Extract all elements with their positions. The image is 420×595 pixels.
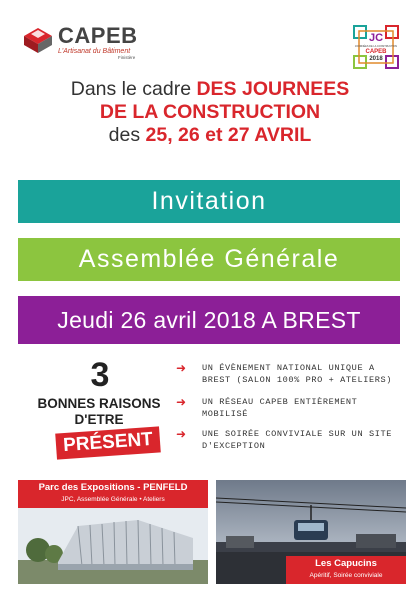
reason-item	[178, 428, 408, 452]
reasons-number: 3	[90, 356, 110, 394]
jc-brand: CAPEB	[365, 49, 387, 55]
intro-heading	[0, 78, 420, 147]
present-stamp: PRÉSENT	[55, 426, 161, 459]
arrow-right-icon: ➜	[176, 361, 187, 375]
jc-year: 2018	[369, 56, 383, 62]
capeb-logo-icon	[22, 24, 56, 54]
venue-right-title: Les Capucins	[315, 558, 377, 569]
assemblee-band: Assemblée Générale	[18, 238, 400, 281]
intro-line1-highlight: DES JOURNEES	[196, 78, 350, 100]
venue-left-subtitle: JPC, Assemblée Générale • Ateliers	[61, 496, 165, 503]
logo-region: Finistère	[118, 55, 136, 60]
arrow-right-icon: ➜	[176, 395, 187, 409]
parc-expositions-caption	[18, 480, 208, 508]
date-band: Jeudi 26 avril 2018 A BREST	[18, 296, 400, 344]
reason-item	[178, 362, 408, 386]
intro-line3-prefix: des	[108, 124, 146, 146]
reason-item	[178, 396, 408, 420]
jc-letters: JC	[368, 32, 384, 44]
intro-line3-highlight: 25, 26 et 27 AVRIL	[145, 124, 312, 146]
capucins-caption	[286, 556, 406, 584]
reason-text: UN ÉVÈNEMENT NATIONAL UNIQUE A BREST (SALON 100% PRO + ATELIERS)	[202, 363, 392, 385]
reason-text: UN RÉSEAU CAPEB ENTIÈREMENT MOBILISÉ	[202, 397, 358, 419]
jc-badge	[352, 24, 400, 70]
intro-line2-highlight: DE LA CONSTRUCTION	[99, 101, 321, 123]
jc-caption: JOURNÉES DE LA CONSTRUCTION	[354, 45, 398, 48]
logo-tagline: L'Artisanat du Bâtiment	[58, 48, 131, 55]
intro-line1-prefix: Dans le cadre	[70, 78, 197, 100]
reasons-heading: BONNES RAISONS D'ETRE	[37, 396, 161, 427]
venue-right-subtitle: Apéritif, Soirée conviviale	[309, 572, 383, 579]
logo-name: CAPEB	[58, 23, 138, 48]
arrow-right-icon: ➜	[176, 427, 187, 441]
reason-text: UNE SOIRÉE CONVIVIALE SUR UN SITE D'EXCEPTION	[202, 429, 392, 451]
venue-left-title: Parc des Expositions - PENFELD	[38, 482, 188, 493]
invitation-band: Invitation	[18, 180, 400, 223]
